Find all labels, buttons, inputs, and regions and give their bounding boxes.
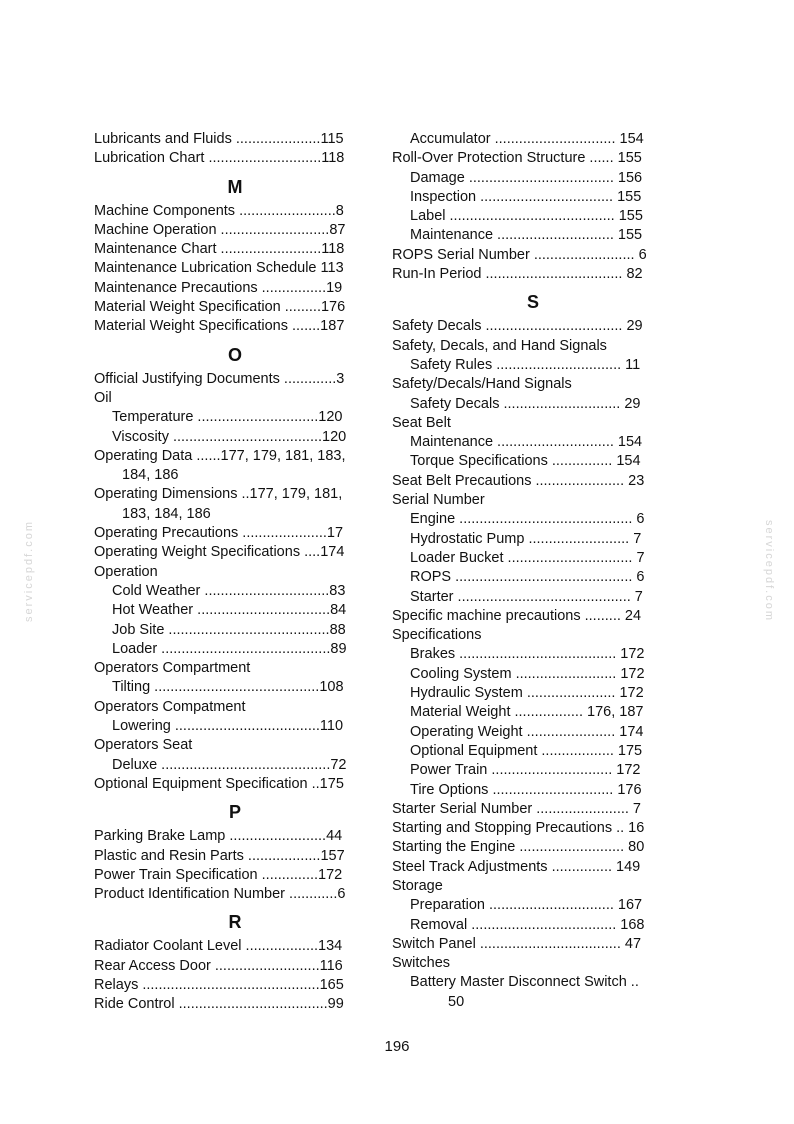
index-entry: Specific machine precautions ......... 24 (392, 607, 642, 624)
index-group-o (94, 370, 376, 795)
index-subentry: Cold Weather ...............................83 (112, 582, 346, 599)
watermark-left: servicepdf.com (22, 520, 35, 622)
index-entry: Ride Control .....................................99 (94, 996, 344, 1013)
index-subentry: Loader ..........................................89 (112, 640, 347, 657)
index-entry-continuation: 183, 184, 186 (122, 505, 211, 522)
index-entry: Rear Access Door ..........................116 (94, 957, 343, 974)
index-entry: Operating Dimensions ..177, 179, 181, (94, 486, 343, 503)
index-subentry: Power Train .............................. 172 (410, 762, 641, 779)
index-entry: Run-In Period .................................. 82 (392, 266, 643, 283)
index-entry: Optional Equipment Specification ..175 (94, 775, 344, 792)
index-group-m (94, 202, 376, 337)
index-entry: Maintenance Precautions ................19 (94, 279, 343, 296)
page-number: 196 (384, 1038, 410, 1055)
index-entry: Starting and Stopping Precautions .. 16 (392, 820, 645, 837)
index-subentry: Maintenance ............................. 155 (410, 227, 643, 244)
index-subentry: Lowering ....................................110 (112, 718, 344, 735)
index-entry: Maintenance Chart .........................118 (94, 241, 345, 258)
index-entry-continuation: 50 (448, 993, 465, 1010)
index-subentry: Temperature ..............................120 (112, 409, 343, 426)
index-entry: Starter Serial Number ....................... 7 (392, 800, 641, 817)
index-entry: Material Weight Specification .........176 (94, 299, 346, 316)
index-entry: Power Train Specification ..............172 (94, 866, 343, 883)
index-entry: Roll-Over Protection Structure ...... 155 (392, 150, 642, 167)
section-letter-p: P (228, 802, 241, 823)
index-entry: Specifications (392, 627, 482, 644)
index-entry: Operating Data ......177, 179, 181, 183, (94, 447, 346, 464)
index-entry: Plastic and Resin Parts ..................157 (94, 847, 345, 864)
index-entry: Operating Precautions .....................17 (94, 525, 344, 542)
index-subentry: Starter ........................................... 7 (410, 588, 643, 605)
section-letter-o: O (227, 344, 242, 365)
index-entry: Safety Decals .................................. 29 (392, 318, 643, 335)
index-subentry: Material Weight ................. 176, 187 (410, 704, 644, 721)
index-entry: Switch Panel ................................... 47 (392, 935, 642, 952)
index-entry: Safety, Decals, and Hand Signals (392, 337, 607, 354)
index-entry: Machine Operation ...........................87 (94, 221, 346, 238)
index-entry: Serial Number (392, 492, 485, 509)
index-entry: Maintenance Lubrication Schedule 113 (94, 260, 344, 277)
index-column-right (392, 130, 674, 1012)
index-entry: Oil (94, 389, 112, 406)
index-entry: Storage (392, 877, 443, 894)
index-subentry: Torque Specifications ............... 154 (410, 453, 641, 470)
index-group-r (94, 937, 376, 1014)
index-subentry: Hydrostatic Pump ......................... 7 (410, 530, 642, 547)
section-letter-s: S (526, 292, 539, 313)
index-subentry: Preparation ............................... 167 (410, 897, 643, 914)
index-entry: Operating Weight Specifications ....174 (94, 544, 345, 561)
index-entry: Lubricants and Fluids .....................115 (94, 131, 344, 147)
index-entry: Material Weight Specifications .......187 (94, 318, 345, 335)
index-entry: Seat Belt (392, 414, 451, 431)
index-subentry: Tire Options .............................. 176 (410, 781, 642, 798)
index-subentry: Operating Weight ...................... 174 (410, 723, 644, 740)
index-entry: ROPS Serial Number ......................... 6 (392, 246, 647, 263)
index-subentry: Maintenance ............................. 154 (410, 434, 643, 451)
index-column-left (94, 130, 376, 1015)
index-subentry: Tilting .........................................108 (112, 679, 344, 696)
section-letter-r: R (228, 912, 242, 933)
index-entry: Seat Belt Precautions ...................... 23 (392, 472, 645, 489)
index-subentry: Safety Decals ............................. 29 (410, 395, 641, 412)
index-subentry: Viscosity .....................................120 (112, 428, 347, 445)
index-entry: Safety/Decals/Hand Signals (392, 376, 572, 393)
index-subentry: Engine ........................................... 6 (410, 511, 645, 528)
index-subentry: Safety Rules ............................... 11 (410, 356, 641, 373)
index-subentry: Battery Master Disconnect Switch .. (410, 974, 639, 991)
index-subentry: Job Site ........................................88 (112, 621, 346, 638)
index-subentry: Brakes ....................................... 172 (410, 646, 645, 663)
index-group-s (392, 317, 674, 992)
index-subentry: Cooling System ......................... 172 (410, 665, 645, 682)
index-entry: Operators Seat (94, 737, 193, 754)
index-entry: Radiator Coolant Level ..................134 (94, 938, 343, 955)
index-entry: Product Identification Number ............6 (94, 886, 346, 903)
index-group-p (94, 827, 376, 904)
index-subentry: Accumulator .............................. 154 (410, 131, 644, 147)
index-entry: Switches (392, 955, 451, 972)
watermark-right: servicepdf.com (762, 520, 775, 622)
index-subentry: Damage .................................... 156 (410, 169, 643, 186)
index-subentry: Removal .................................... 168 (410, 916, 645, 933)
section-letter-m: M (227, 176, 243, 197)
index-subentry: ROPS ............................................ 6 (410, 569, 645, 586)
index-group-l (94, 130, 376, 169)
index-subentry: Loader Bucket ............................... 7 (410, 549, 645, 566)
index-entry: Parking Brake Lamp ........................44 (94, 828, 343, 845)
index-subentry: Optional Equipment .................. 175 (410, 742, 643, 759)
index-subentry: Hydraulic System ...................... 172 (410, 685, 644, 702)
index-entry: Relays ............................................165 (94, 976, 344, 993)
index-subentry: Deluxe ..........................................72 (112, 756, 347, 773)
index-group-r-continued (392, 130, 674, 284)
index-entry: Lubrication Chart ............................118 (94, 150, 345, 167)
index-subentry: Inspection ................................. 155 (410, 188, 642, 205)
index-entry: Machine Components ........................8 (94, 202, 344, 219)
index-entry: Operators Compartment (94, 660, 251, 677)
index-subentry: Hot Weather .................................84 (112, 602, 347, 619)
index-entry: Starting the Engine .......................... 80 (392, 839, 645, 856)
index-subentry: Label ......................................... 155 (410, 208, 643, 225)
index-entry: Official Justifying Documents .............3 (94, 370, 345, 387)
index-entry-continuation: 184, 186 (122, 467, 179, 484)
index-entry: Steel Track Adjustments ............... 149 (392, 858, 641, 875)
index-entry: Operation (94, 563, 158, 580)
index-entry: Operators Compatment (94, 698, 246, 715)
